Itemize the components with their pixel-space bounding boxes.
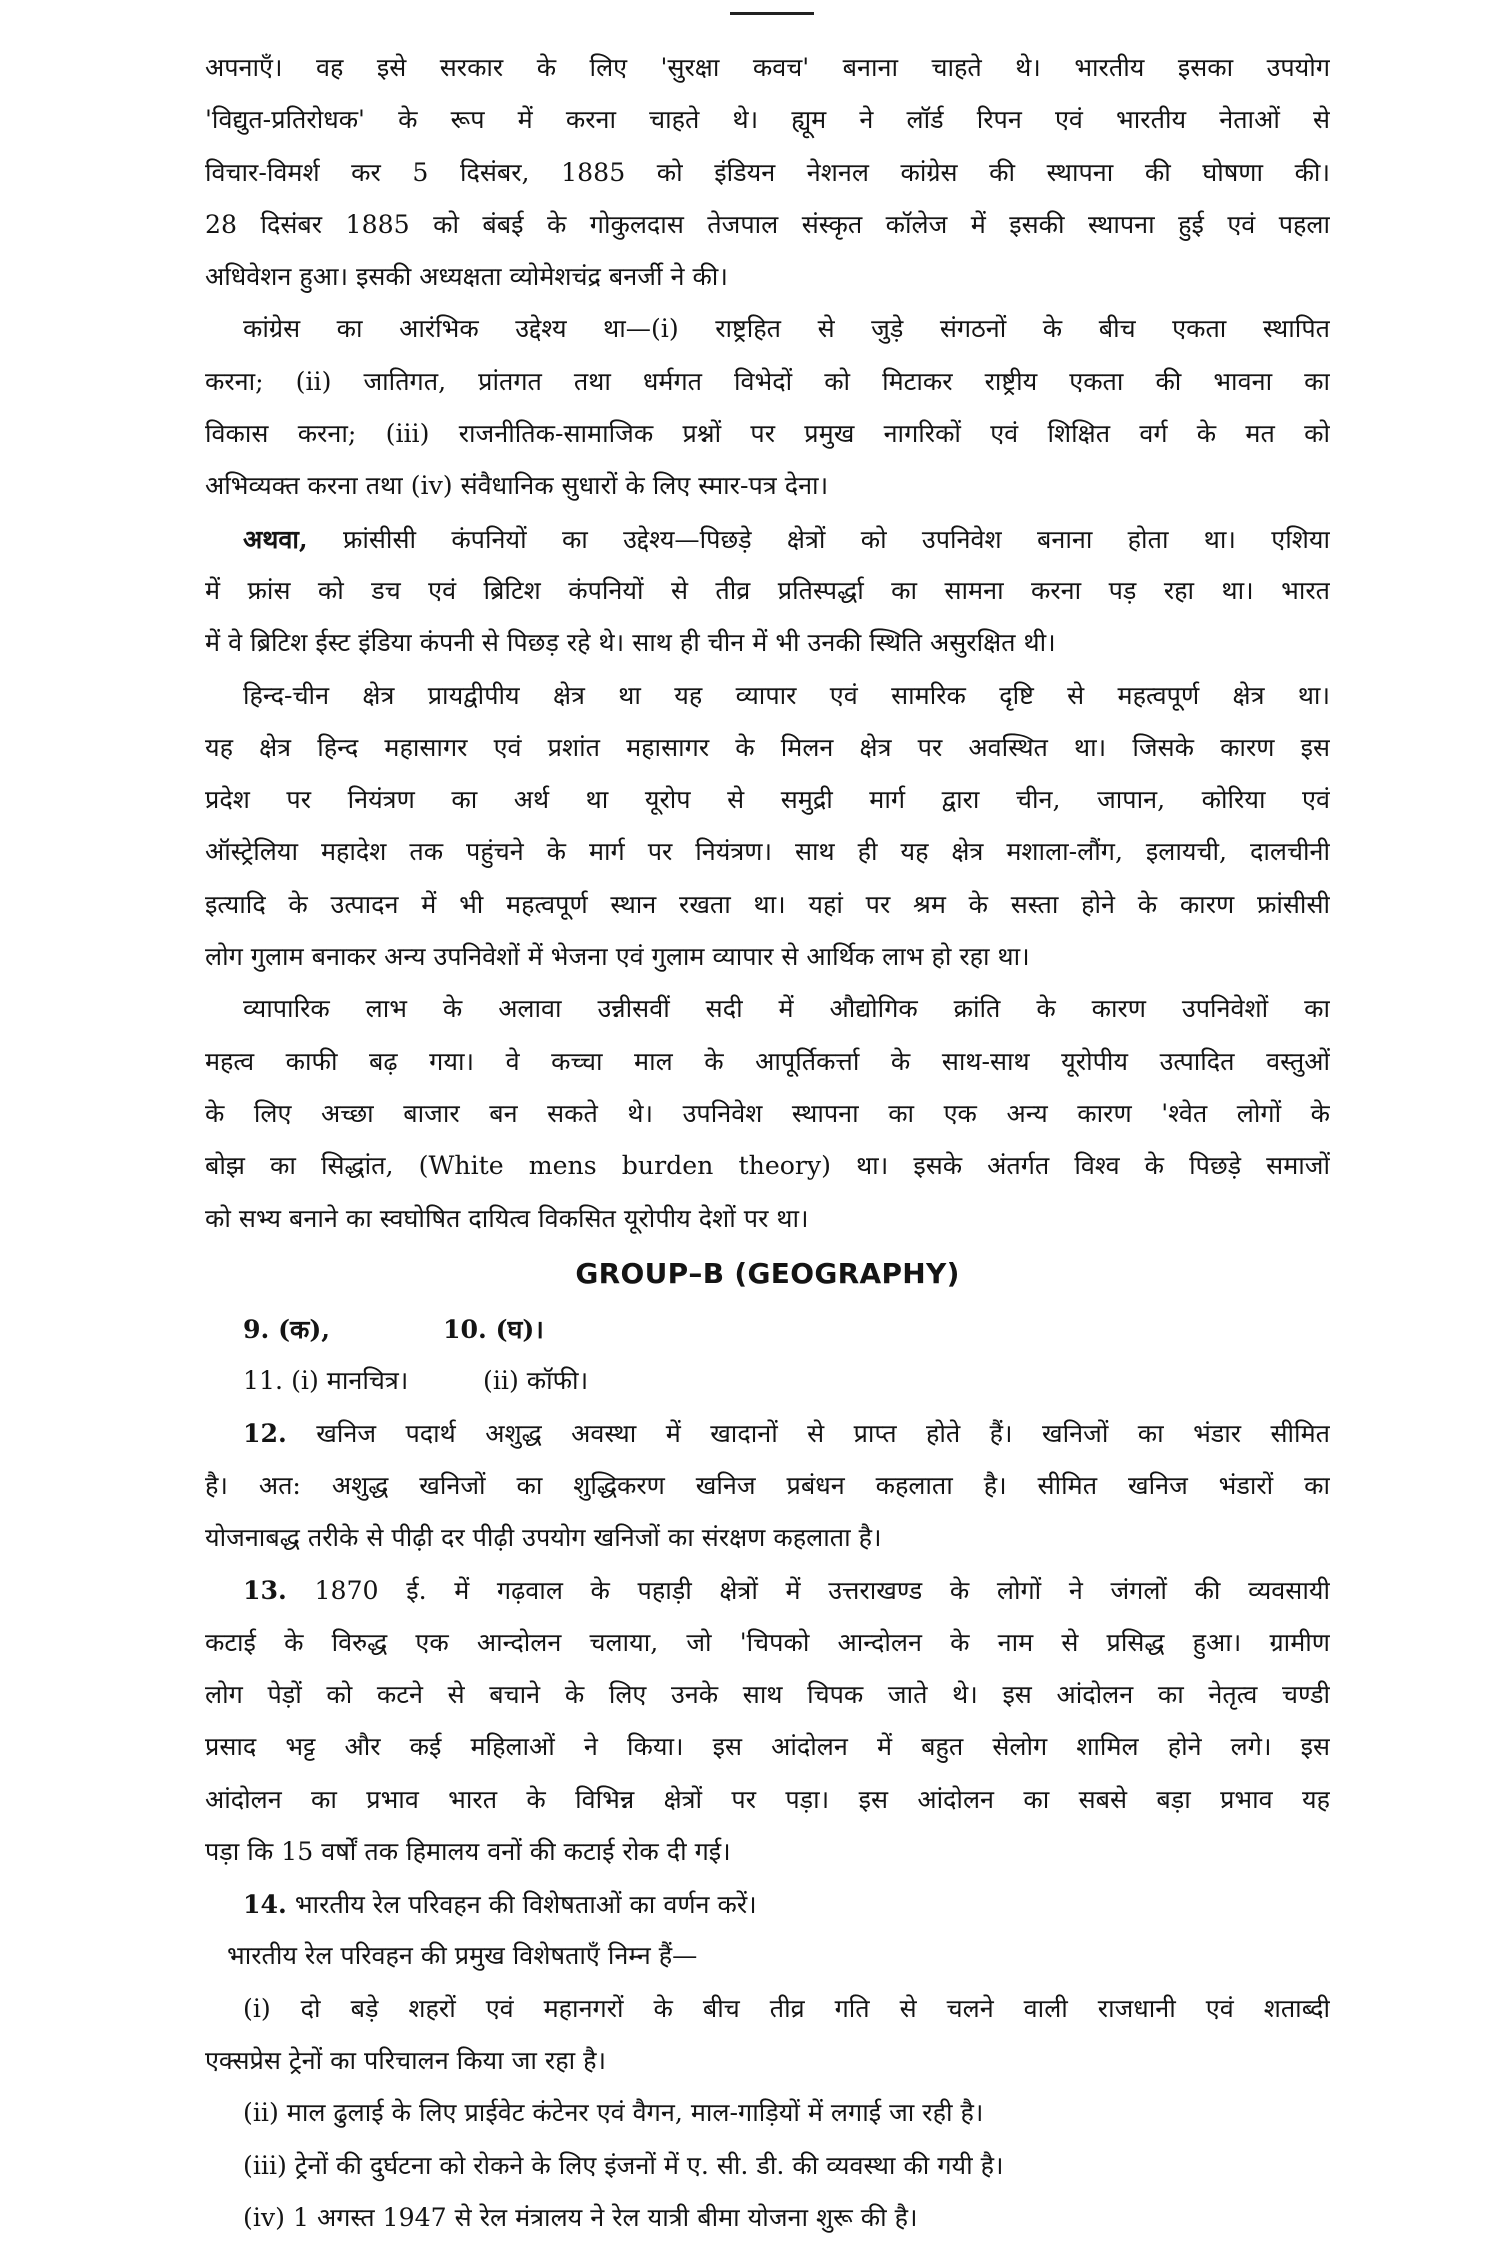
line-text: भारतीय रेल परिवहन की प्रमुख विशेषताएँ निम्न हैं— (227, 1941, 698, 1971)
text-line (205, 670, 1330, 722)
text-line (205, 983, 1330, 1035)
geography-answer-section (205, 1407, 1330, 2244)
line-lead: 13. (243, 1575, 287, 1606)
line-text: 28 दिसंबर 1885 को बंबई के गोकुलदास तेजपाल संस्कृत कॉलेज में इसकी स्थापना हुई एवं पहला (205, 209, 1330, 239)
text-line (205, 1930, 1330, 1982)
text-line (205, 1407, 1330, 1459)
line-text: यह क्षेत्र हिन्द महासागर एवं प्रशांत महासागर के मिलन क्षेत्र पर अवस्थित था। जिसके कारण इस (205, 732, 1330, 762)
text-line (205, 460, 1330, 512)
history-answer-section (205, 42, 1330, 1245)
text-line (205, 1878, 1330, 1930)
text-line (205, 199, 1330, 251)
text-line (205, 1088, 1330, 1140)
line-text: (iv) 1 अगस्त 1947 से रेल मंत्रालय ने रेल यात्री बीमा योजना शुरू की है। (243, 2202, 918, 2232)
line-text: को सभ्य बनाने का स्वघोषित दायित्व विकसित यूरोपीय देशों पर था। (205, 1203, 809, 1233)
line-text: (ii) माल ढुलाई के लिए प्राईवेट कंटेनर एवं वैगन, माल-गाड़ियों में लगाई जा रही है। (243, 2098, 984, 2128)
line-text: ऑस्ट्रेलिया महादेश तक पहुंचने के मार्ग पर नियंत्रण। साथ ही यह क्षेत्र मशाला-लौंग, इलायची, दालचीनी (205, 837, 1330, 867)
line-text: करना; (ii) जातिगत, प्रांतगत तथा धर्मगत विभेदों को मिटाकर राष्ट्रीय एकता की भावना का (205, 366, 1330, 396)
line-text: अभिव्यक्त करना तथा (iv) संवैधानिक सुधारों के लिए स्मार-पत्र देना। (205, 471, 829, 501)
text-line (205, 722, 1330, 774)
line-text: खनिज पदार्थ अशुद्ध अवस्था में खादानों से प्राप्त होते हैं। खनिजों का भंडार सीमित (286, 1419, 1330, 1449)
text-line (205, 931, 1330, 983)
line-text: भारतीय रेल परिवहन की विशेषताओं का वर्णन करें। (286, 1890, 757, 1920)
text-line (205, 2035, 1330, 2087)
line-text: में फ्रांस को डच एवं ब्रिटिश कंपनियों से तीव्र प्रतिस्पर्द्धा का सामना करना पड़ रहा था। भारत (205, 575, 1330, 605)
line-text: 1870 ई. में गढ़वाल के पहाड़ी क्षेत्रों में उत्तराखण्ड के लोगों ने जंगलों की व्यवसायी (286, 1576, 1330, 1606)
line-text: प्रदेश पर नियंत्रण का अर्थ था यूरोप से समुद्री मार्ग द्वारा चीन, जापान, कोरिया एवं (205, 785, 1330, 815)
text-line (205, 1564, 1330, 1616)
line-text: बोझ का सिद्धांत, (White mens burden theory) था। इसके अंतर्गत विश्व के पिछड़े समाजों (205, 1151, 1330, 1181)
line-text: लोग गुलाम बनाकर अन्य उपनिवेशों में भेजना एवं गुलाम व्यापार से आर्थिक लाभ हो रहा था। (205, 942, 1030, 972)
text-line (205, 2140, 1330, 2192)
answer-11-ii: (ii) कॉफी। (483, 1366, 589, 1396)
line-text: (iii) ट्रेनों की दुर्घटना को रोकने के लिए इंजनों में ए. सी. डी. की व्यवस्था की गयी है। (243, 2150, 1004, 2180)
answer-9: 9. (क), (243, 1313, 331, 1344)
text-line (205, 1193, 1330, 1245)
line-lead: 14. (243, 1889, 287, 1920)
line-lead: अथवा, (243, 523, 308, 554)
answers-row-11 (205, 1355, 1330, 1407)
line-text: एक्सप्रेस ट्रेनों का परिचालन किया जा रहा है। (205, 2045, 607, 2075)
line-text: आंदोलन का प्रभाव भारत के विभिन्न क्षेत्रों पर पड़ा। इस आंदोलन का सबसे बड़ा प्रभाव यह (205, 1784, 1330, 1814)
text-line (205, 1512, 1330, 1564)
document-body (205, 42, 1330, 2244)
line-text: व्यापारिक लाभ के अलावा उन्नीसवीं सदी में औद्योगिक क्रांति के कारण उपनिवेशों का (243, 994, 1330, 1024)
text-line (205, 1774, 1330, 1826)
answer-11-i: 11. (i) मानचित्र। (243, 1366, 409, 1396)
line-text: लोग पेड़ों को कटने से बचाने के लिए उनके साथ चिपक जाते थे। इस आंदोलन का नेतृत्व चण्डी (205, 1679, 1330, 1709)
text-line (205, 1983, 1330, 2035)
text-line (205, 356, 1330, 408)
text-line (205, 1721, 1330, 1773)
text-line (205, 147, 1330, 199)
line-text: पड़ा कि 15 वर्षों तक हिमालय वनों की कटाई रोक दी गई। (205, 1836, 731, 1866)
line-text: विचार-विमर्श कर 5 दिसंबर, 1885 को इंडियन नेशनल कांग्रेस की स्थापना की घोषणा की। (205, 157, 1330, 187)
line-text: प्रसाद भट्ट और कई महिलाओं ने किया। इस आंदोलन में बहुत सेलोग शामिल होने लगे। इस (205, 1732, 1330, 1762)
line-text: फ्रांसीसी कंपनियों का उद्देश्य—पिछड़े क्षेत्रों को उपनिवेश बनाना होता था। एशिया (307, 524, 1330, 554)
text-line (205, 1669, 1330, 1721)
text-line (205, 1617, 1330, 1669)
text-line (205, 2087, 1330, 2139)
text-line (205, 1826, 1330, 1878)
text-line (205, 879, 1330, 931)
line-text: 'विद्युत-प्रतिरोधक' के रूप में करना चाहते थे। ह्यूम ने लॉर्ड रिपन एवं भारतीय नेताओं से (205, 105, 1330, 135)
top-rule (730, 12, 814, 15)
line-text: अधिवेशन हुआ। इसकी अध्यक्षता व्योमेशचंद्र बनर्जी ने की। (205, 262, 728, 292)
line-text: के लिए अच्छा बाजार बन सकते थे। उपनिवेश स्थापना का एक अन्य कारण 'श्वेत लोगों के (205, 1098, 1330, 1128)
section-heading: GROUP–B (GEOGRAPHY) (575, 1256, 960, 1290)
line-lead: 12. (243, 1418, 287, 1449)
answers-row-9-10 (205, 1303, 1330, 1355)
text-line (205, 1460, 1330, 1512)
line-text: हिन्द-चीन क्षेत्र प्रायद्वीपीय क्षेत्र था यह व्यापार एवं सामरिक दृष्टि से महत्वपूर्ण क्षेत्र था। (243, 680, 1330, 710)
text-line (205, 251, 1330, 303)
line-text: है। अत: अशुद्ध खनिजों का शुद्धिकरण खनिज प्रबंधन कहलाता है। सीमित खनिज भंडारों का (205, 1470, 1330, 1500)
line-text: अपनाएँ। वह इसे सरकार के लिए 'सुरक्षा कवच' बनाना चाहते थे। भारतीय इसका उपयोग (205, 53, 1330, 82)
line-text: इत्यादि के उत्पादन में भी महत्वपूर्ण स्थान रखता था। यहां पर श्रम के सस्ता होने के कारण फ्रांसीसी (205, 889, 1330, 919)
text-line (205, 2192, 1330, 2244)
text-line (205, 513, 1330, 565)
line-text: में वे ब्रिटिश ईस्ट इंडिया कंपनी से पिछड़ रहे थे। साथ ही चीन में भी उनकी स्थिति असुरक्षित थी। (205, 628, 1056, 658)
answer-10: 10. (घ)। (443, 1313, 544, 1344)
line-text: कटाई के विरुद्ध एक आन्दोलन चलाया, जो 'चिपको आन्दोलन के नाम से प्रसिद्ध हुआ। ग्रामीण (205, 1627, 1330, 1657)
line-text: योजनाबद्ध तरीके से पीढ़ी दर पीढ़ी उपयोग खनिजों का संरक्षण कहलाता है। (205, 1523, 882, 1553)
text-line (205, 826, 1330, 878)
line-text: (i) दो बड़े शहरों एवं महानगरों के बीच तीव्र गति से चलने वाली राजधानी एवं शताब्दी (243, 1993, 1330, 2023)
text-line (205, 774, 1330, 826)
text-line (205, 1036, 1330, 1088)
line-text: महत्व काफी बढ़ गया। वे कच्चा माल के आपूर्तिकर्त्ता के साथ-साथ यूरोपीय उत्पादित वस्तुओं (205, 1046, 1330, 1076)
text-line (205, 617, 1330, 669)
text-line (205, 94, 1330, 146)
line-text: विकास करना; (iii) राजनीतिक-सामाजिक प्रश्नों पर प्रमुख नागरिकों एवं शिक्षित वर्ग के मत को (205, 419, 1330, 449)
line-text: कांग्रेस का आरंभिक उद्देश्य था—(i) राष्ट्रहित से जुड़े संगठनों के बीच एकता स्थापित (243, 314, 1330, 344)
text-line (205, 42, 1330, 94)
text-line (205, 303, 1330, 355)
text-line (205, 408, 1330, 460)
text-line (205, 1140, 1330, 1192)
text-line (205, 565, 1330, 617)
